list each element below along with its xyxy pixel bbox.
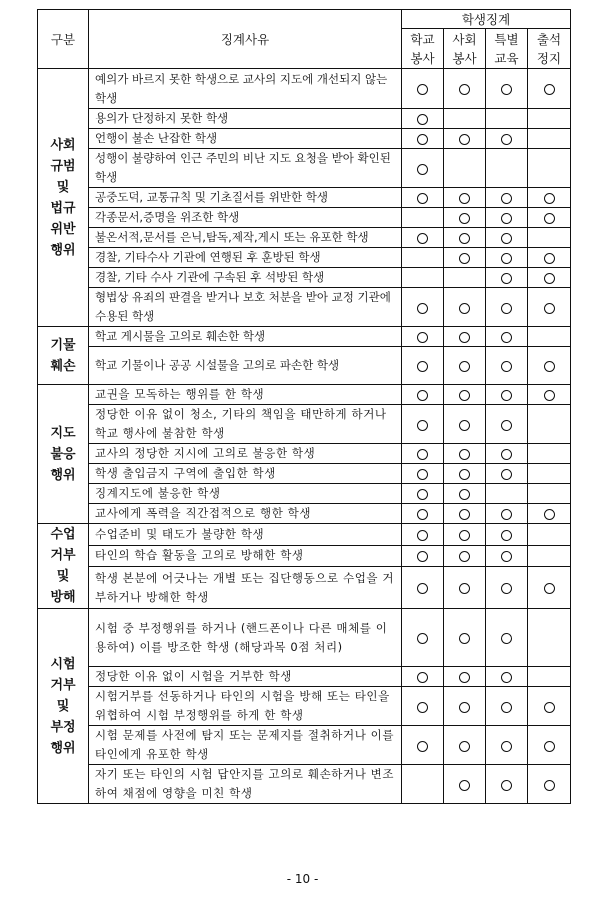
circle-mark-icon	[417, 551, 428, 562]
mark-cell-school-service	[402, 129, 444, 149]
table-row	[38, 109, 571, 129]
table-row	[38, 726, 571, 765]
reason-cell: 형법상 유죄의 판결을 받거나 보호 처분을 받아 교정 기관에 수용된 학생	[89, 288, 402, 327]
table-row	[38, 687, 571, 726]
circle-mark-icon	[501, 780, 512, 791]
table-row	[38, 504, 571, 524]
mark-cell-community-service	[444, 248, 486, 268]
circle-mark-icon	[417, 489, 428, 500]
reason-cell: 시험거부를 선동하거나 타인의 시험을 방해 또는 타인을 위협하여 시험 부정행위를 하게 한 학생	[89, 687, 402, 726]
circle-mark-icon	[501, 551, 512, 562]
mark-cell-suspension	[528, 524, 571, 546]
mark-cell-school-service	[402, 545, 444, 567]
mark-cell-school-service	[402, 524, 444, 546]
mark-cell-special-education	[486, 726, 528, 765]
table-row	[38, 347, 571, 385]
circle-mark-icon	[417, 303, 428, 314]
table-row	[38, 288, 571, 327]
circle-mark-icon	[501, 253, 512, 264]
table-row	[38, 484, 571, 504]
mark-cell-suspension	[528, 268, 571, 288]
mark-cell-community-service	[444, 109, 486, 129]
circle-mark-icon	[417, 633, 428, 644]
mark-cell-special-education	[486, 609, 528, 667]
mark-cell-school-service	[402, 687, 444, 726]
mark-cell-suspension	[528, 228, 571, 248]
mark-cell-school-service	[402, 288, 444, 327]
reason-cell: 예의가 바르지 못한 학생으로 교사의 지도에 개선되지 않는 학생	[89, 69, 402, 109]
mark-cell-community-service	[444, 545, 486, 567]
circle-mark-icon	[417, 114, 428, 125]
category-cell: 기물 훼손	[38, 327, 89, 385]
mark-cell-special-education	[486, 765, 528, 804]
mark-cell-suspension	[528, 765, 571, 804]
mark-cell-special-education	[486, 248, 528, 268]
mark-cell-special-education	[486, 687, 528, 726]
circle-mark-icon	[544, 303, 555, 314]
mark-cell-school-service	[402, 208, 444, 228]
header-col-special-education: 특별 교육	[486, 29, 528, 69]
mark-cell-community-service	[444, 288, 486, 327]
mark-cell-community-service	[444, 149, 486, 188]
mark-cell-special-education	[486, 484, 528, 504]
mark-cell-suspension	[528, 109, 571, 129]
circle-mark-icon	[459, 193, 470, 204]
circle-mark-icon	[417, 84, 428, 95]
mark-cell-community-service	[444, 188, 486, 208]
reason-cell: 자기 또는 타인의 시험 답안지를 고의로 훼손하거나 변조하여 채점에 영향을 미친 학생	[89, 765, 402, 804]
mark-cell-community-service	[444, 524, 486, 546]
mark-cell-community-service	[444, 504, 486, 524]
mark-cell-suspension	[528, 327, 571, 347]
circle-mark-icon	[459, 303, 470, 314]
mark-cell-suspension	[528, 464, 571, 484]
header-col-suspension: 출석 정지	[528, 29, 571, 69]
reason-cell: 정당한 이유 없이 청소, 기타의 책임을 태만하게 하거나 학교 행사에 불참한 학생	[89, 405, 402, 444]
mark-cell-school-service	[402, 109, 444, 129]
circle-mark-icon	[417, 361, 428, 372]
table-row	[38, 464, 571, 484]
circle-mark-icon	[459, 469, 470, 480]
category-cell: 사회 규범 및 법규 위반 행위	[38, 69, 89, 327]
table-row	[38, 524, 571, 546]
circle-mark-icon	[544, 273, 555, 284]
circle-mark-icon	[501, 361, 512, 372]
mark-cell-special-education	[486, 385, 528, 405]
reason-cell: 교권을 모독하는 행위를 한 학생	[89, 385, 402, 405]
circle-mark-icon	[544, 509, 555, 520]
circle-mark-icon	[501, 449, 512, 460]
category-cell: 수업 거부 및 방해	[38, 524, 89, 609]
circle-mark-icon	[544, 361, 555, 372]
header-reason: 징계사유	[89, 10, 402, 69]
mark-cell-suspension	[528, 188, 571, 208]
circle-mark-icon	[501, 273, 512, 284]
circle-mark-icon	[417, 702, 428, 713]
circle-mark-icon	[459, 84, 470, 95]
mark-cell-suspension	[528, 405, 571, 444]
circle-mark-icon	[501, 741, 512, 752]
mark-cell-community-service	[444, 69, 486, 109]
circle-mark-icon	[417, 164, 428, 175]
circle-mark-icon	[501, 213, 512, 224]
circle-mark-icon	[459, 583, 470, 594]
mark-cell-school-service	[402, 69, 444, 109]
circle-mark-icon	[459, 780, 470, 791]
circle-mark-icon	[417, 530, 428, 541]
circle-mark-icon	[501, 84, 512, 95]
circle-mark-icon	[417, 469, 428, 480]
page-number: - 10 -	[286, 872, 319, 886]
circle-mark-icon	[417, 193, 428, 204]
mark-cell-special-education	[486, 109, 528, 129]
table-row	[38, 667, 571, 687]
reason-cell: 시험 중 부정행위를 하거나 (핸드폰이나 다른 매체를 이용하여) 이를 방조한 학생 (해당과목 0점 처리)	[89, 609, 402, 667]
mark-cell-suspension	[528, 667, 571, 687]
reason-cell: 시험 문제를 사전에 탐지 또는 문제지를 절취하거나 이를 타인에게 유포한 학생	[89, 726, 402, 765]
mark-cell-special-education	[486, 208, 528, 228]
reason-cell: 경찰, 기타수사 기관에 연행된 후 훈방된 학생	[89, 248, 402, 268]
table-row	[38, 609, 571, 667]
mark-cell-special-education	[486, 149, 528, 188]
mark-cell-school-service	[402, 726, 444, 765]
mark-cell-community-service	[444, 208, 486, 228]
mark-cell-suspension	[528, 726, 571, 765]
circle-mark-icon	[417, 449, 428, 460]
mark-cell-special-education	[486, 268, 528, 288]
mark-cell-school-service	[402, 405, 444, 444]
mark-cell-suspension	[528, 545, 571, 567]
header-discipline-group: 학생징계	[402, 10, 571, 29]
mark-cell-school-service	[402, 504, 444, 524]
table-row	[38, 188, 571, 208]
mark-cell-community-service	[444, 667, 486, 687]
circle-mark-icon	[459, 253, 470, 264]
mark-cell-special-education	[486, 288, 528, 327]
reason-cell: 정당한 이유 없이 시험을 거부한 학생	[89, 667, 402, 687]
mark-cell-community-service	[444, 129, 486, 149]
mark-cell-school-service	[402, 765, 444, 804]
mark-cell-suspension	[528, 609, 571, 667]
mark-cell-suspension	[528, 347, 571, 385]
circle-mark-icon	[459, 551, 470, 562]
circle-mark-icon	[459, 672, 470, 683]
circle-mark-icon	[544, 390, 555, 401]
circle-mark-icon	[459, 390, 470, 401]
circle-mark-icon	[544, 193, 555, 204]
discipline-table	[37, 9, 571, 804]
table-row	[38, 129, 571, 149]
table-row	[38, 545, 571, 567]
table-row	[38, 385, 571, 405]
circle-mark-icon	[501, 633, 512, 644]
mark-cell-special-education	[486, 567, 528, 609]
mark-cell-school-service	[402, 149, 444, 188]
circle-mark-icon	[501, 193, 512, 204]
reason-cell: 타인의 학습 활동을 고의로 방해한 학생	[89, 545, 402, 567]
mark-cell-special-education	[486, 129, 528, 149]
reason-cell: 성행이 불량하여 인근 주민의 비난 지도 요청을 받아 확인된 학생	[89, 149, 402, 188]
mark-cell-community-service	[444, 726, 486, 765]
table-row	[38, 327, 571, 347]
mark-cell-suspension	[528, 687, 571, 726]
mark-cell-special-education	[486, 524, 528, 546]
table-row	[38, 248, 571, 268]
reason-cell: 학교 게시물을 고의로 훼손한 학생	[89, 327, 402, 347]
mark-cell-special-education	[486, 228, 528, 248]
mark-cell-special-education	[486, 188, 528, 208]
reason-cell: 각종문서,증명을 위조한 학생	[89, 208, 402, 228]
mark-cell-special-education	[486, 327, 528, 347]
mark-cell-special-education	[486, 347, 528, 385]
circle-mark-icon	[501, 390, 512, 401]
mark-cell-special-education	[486, 667, 528, 687]
table-row	[38, 208, 571, 228]
circle-mark-icon	[501, 672, 512, 683]
table-row	[38, 405, 571, 444]
reason-cell: 학교 기물이나 공공 시설물을 고의로 파손한 학생	[89, 347, 402, 385]
reason-cell: 교사의 정당한 지시에 고의로 불응한 학생	[89, 444, 402, 464]
reason-cell: 용의가 단정하지 못한 학생	[89, 109, 402, 129]
circle-mark-icon	[417, 332, 428, 343]
mark-cell-special-education	[486, 69, 528, 109]
reason-cell: 언행이 불손 난잡한 학생	[89, 129, 402, 149]
mark-cell-community-service	[444, 347, 486, 385]
circle-mark-icon	[459, 420, 470, 431]
circle-mark-icon	[544, 741, 555, 752]
circle-mark-icon	[417, 583, 428, 594]
mark-cell-suspension	[528, 208, 571, 228]
mark-cell-suspension	[528, 69, 571, 109]
table-row	[38, 69, 571, 109]
circle-mark-icon	[459, 449, 470, 460]
mark-cell-suspension	[528, 129, 571, 149]
table-row	[38, 567, 571, 609]
circle-mark-icon	[459, 233, 470, 244]
circle-mark-icon	[544, 84, 555, 95]
mark-cell-community-service	[444, 609, 486, 667]
circle-mark-icon	[544, 780, 555, 791]
reason-cell: 학생 출입금지 구역에 출입한 학생	[89, 464, 402, 484]
mark-cell-suspension	[528, 567, 571, 609]
circle-mark-icon	[501, 303, 512, 314]
reason-cell: 학생 본분에 어긋나는 개별 또는 집단행동으로 수업을 거부하거나 방해한 학생	[89, 567, 402, 609]
mark-cell-school-service	[402, 444, 444, 464]
circle-mark-icon	[501, 702, 512, 713]
circle-mark-icon	[544, 583, 555, 594]
mark-cell-school-service	[402, 248, 444, 268]
category-cell: 시험 거부 및 부정 행위	[38, 609, 89, 804]
circle-mark-icon	[501, 530, 512, 541]
mark-cell-school-service	[402, 347, 444, 385]
circle-mark-icon	[501, 332, 512, 343]
mark-cell-suspension	[528, 248, 571, 268]
mark-cell-school-service	[402, 484, 444, 504]
mark-cell-suspension	[528, 444, 571, 464]
mark-cell-community-service	[444, 327, 486, 347]
mark-cell-suspension	[528, 504, 571, 524]
circle-mark-icon	[459, 213, 470, 224]
mark-cell-school-service	[402, 385, 444, 405]
circle-mark-icon	[501, 583, 512, 594]
circle-mark-icon	[544, 253, 555, 264]
mark-cell-special-education	[486, 464, 528, 484]
circle-mark-icon	[417, 741, 428, 752]
circle-mark-icon	[417, 134, 428, 145]
mark-cell-school-service	[402, 188, 444, 208]
header-category: 구분	[38, 10, 89, 69]
circle-mark-icon	[417, 233, 428, 244]
mark-cell-community-service	[444, 444, 486, 464]
table-row	[38, 765, 571, 804]
circle-mark-icon	[544, 213, 555, 224]
mark-cell-school-service	[402, 609, 444, 667]
mark-cell-community-service	[444, 405, 486, 444]
reason-cell: 수업준비 및 태도가 불량한 학생	[89, 524, 402, 546]
mark-cell-school-service	[402, 667, 444, 687]
mark-cell-community-service	[444, 464, 486, 484]
category-cell: 지도 불응 행위	[38, 385, 89, 524]
circle-mark-icon	[417, 509, 428, 520]
circle-mark-icon	[544, 702, 555, 713]
mark-cell-special-education	[486, 504, 528, 524]
mark-cell-suspension	[528, 149, 571, 188]
mark-cell-school-service	[402, 268, 444, 288]
header-col-community-service: 사회 봉사	[444, 29, 486, 69]
mark-cell-suspension	[528, 288, 571, 327]
mark-cell-school-service	[402, 228, 444, 248]
mark-cell-suspension	[528, 484, 571, 504]
mark-cell-community-service	[444, 567, 486, 609]
reason-cell: 공중도덕, 교통규칙 및 기초질서를 위반한 학생	[89, 188, 402, 208]
circle-mark-icon	[459, 489, 470, 500]
table-row	[38, 268, 571, 288]
circle-mark-icon	[459, 509, 470, 520]
mark-cell-school-service	[402, 464, 444, 484]
mark-cell-community-service	[444, 484, 486, 504]
circle-mark-icon	[459, 633, 470, 644]
mark-cell-special-education	[486, 444, 528, 464]
circle-mark-icon	[459, 702, 470, 713]
reason-cell: 징계지도에 불응한 학생	[89, 484, 402, 504]
circle-mark-icon	[501, 233, 512, 244]
circle-mark-icon	[501, 509, 512, 520]
reason-cell: 불온서적,문서를 은닉,탐독,제작,게시 또는 유포한 학생	[89, 228, 402, 248]
header-col-school-service: 학교 봉사	[402, 29, 444, 69]
mark-cell-suspension	[528, 385, 571, 405]
circle-mark-icon	[459, 741, 470, 752]
circle-mark-icon	[459, 134, 470, 145]
table-row	[38, 149, 571, 188]
circle-mark-icon	[417, 672, 428, 683]
circle-mark-icon	[501, 420, 512, 431]
circle-mark-icon	[459, 332, 470, 343]
mark-cell-community-service	[444, 765, 486, 804]
mark-cell-school-service	[402, 567, 444, 609]
circle-mark-icon	[501, 134, 512, 145]
mark-cell-community-service	[444, 385, 486, 405]
circle-mark-icon	[459, 530, 470, 541]
circle-mark-icon	[417, 420, 428, 431]
table-row	[38, 228, 571, 248]
reason-cell: 교사에게 폭력을 직간접적으로 행한 학생	[89, 504, 402, 524]
mark-cell-community-service	[444, 228, 486, 248]
mark-cell-special-education	[486, 545, 528, 567]
circle-mark-icon	[417, 390, 428, 401]
circle-mark-icon	[501, 469, 512, 480]
table-row	[38, 444, 571, 464]
mark-cell-community-service	[444, 687, 486, 726]
reason-cell: 경찰, 기타 수사 기관에 구속된 후 석방된 학생	[89, 268, 402, 288]
mark-cell-community-service	[444, 268, 486, 288]
mark-cell-school-service	[402, 327, 444, 347]
circle-mark-icon	[459, 361, 470, 372]
mark-cell-special-education	[486, 405, 528, 444]
